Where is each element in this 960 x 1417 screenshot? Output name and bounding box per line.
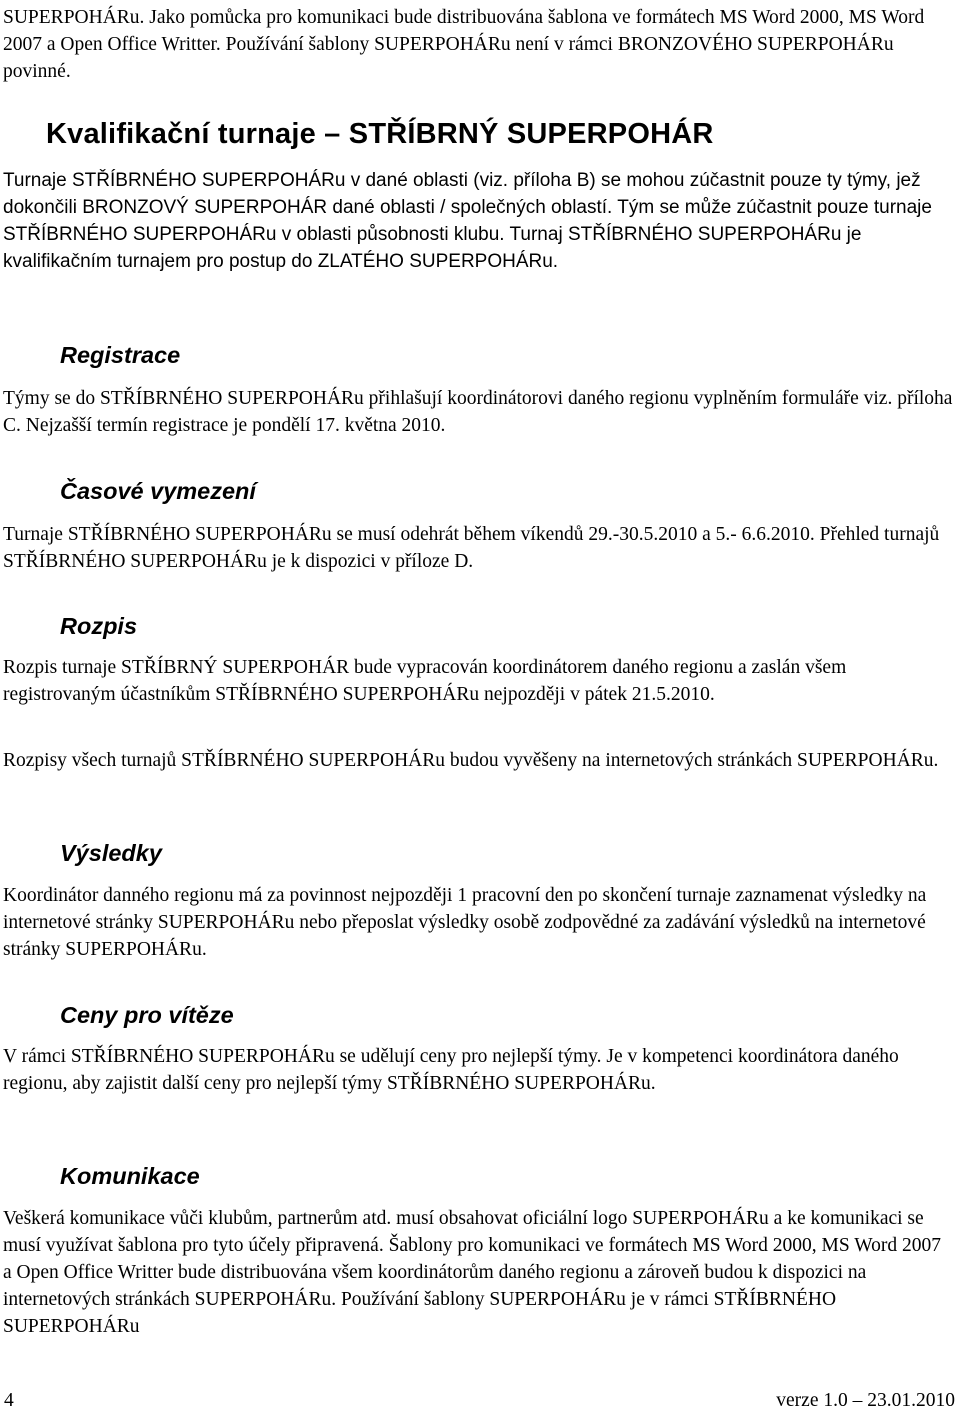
heading-rozpis: Rozpis xyxy=(60,613,138,639)
paragraph-rozpis-1: Rozpis turnaje STŘÍBRNÝ SUPERPOHÁR bude vypracován koordinátorem daného regionu a zaslán všem registrovaným účastníkům STŘÍBRNÉHO SUPERPOHÁRu nejpozději v pátek 21.5.2010. xyxy=(3,657,847,705)
heading-vysledky: Výsledky xyxy=(60,840,162,866)
paragraph-casove-vymezeni: Turnaje STŘÍBRNÉHO SUPERPOHÁRu se musí odehrát během víkendů 29.-30.5.2010 a 5.- 6.6.2010. Přehled turnajů STŘÍBRNÉHO SUPERPOHÁRu je k dispozici v příloze D. xyxy=(3,524,940,572)
paragraph-ceny-pro-viteze: V rámci STŘÍBRNÉHO SUPERPOHÁRu se udělují ceny pro nejlepší týmy. Je v kompetenci koordinátora daného regionu, aby zajistit další ceny pro nejlepší týmy STŘÍBRNÉHO SUPERPOHÁRu. xyxy=(3,1046,899,1094)
heading-komunikace: Komunikace xyxy=(60,1163,200,1189)
section-body-kvalifikacni-turnaje: Turnaje STŘÍBRNÉHO SUPERPOHÁRu v dané oblasti (viz. příloha B) se mohou zúčastnit pouze ty týmy, jež dokončili BRONZOVÝ SUPERPOHÁR dané oblasti / společných oblastí. Tým se může zúčastnit pouze turnaje STŘÍBRNÉHO SUPERPOHÁRu v oblasti působnosti klubu. Turnaj STŘÍBRNÉHO SUPERPOHÁRu je kvalifikačním turnajem pro postup do ZLATÉHO SUPERPOHÁRu. xyxy=(3,170,932,272)
intro-paragraph: SUPERPOHÁRu. Jako pomůcka pro komunikaci bude distribuována šablona ve formátech MS Word 2000, MS Word 2007 a Open Office Writter. Používání šablony SUPERPOHÁRu není v rámci BRONZOVÉHO SUPERPOHÁRu povinné. xyxy=(3,7,925,82)
heading-registrace: Registrace xyxy=(60,342,181,368)
paragraph-komunikace: Veškerá komunikace vůči klubům, partnerům atd. musí obsahovat oficiální logo SUPERPOHÁRu a ke komunikaci se musí využívat šablona pro tyto účely připravená. Šablony pro komunikaci ve formátech MS Word 2000, MS Word 2007 a Open Office Writter bude distribuována všem koordinátorům daného regionu a zároveň budou k dispozici na internetových stránkách SUPERPOHÁRu. Používání šablony SUPERPOHÁRu je v rámci STŘÍBRNÉHO SUPERPOHÁRu xyxy=(3,1208,941,1337)
paragraph-registrace: Týmy se do STŘÍBRNÉHO SUPERPOHÁRu přihlašují koordinátorovi daného regionu vyplněním formuláře viz. příloha C. Nejzašší termín registrace je pondělí 17. května 2010. xyxy=(3,388,953,436)
section-title-kvalifikacni-turnaje: Kvalifikační turnaje – STŘÍBRNÝ SUPERPOHÁR xyxy=(46,118,714,150)
paragraph-vysledky: Koordinátor danného regionu má za povinnost nejpozději 1 pracovní den po skončení turnaje zaznamenat výsledky na internetové stránky SUPERPOHÁRu nebo přeposlat výsledky osobě zodpovědné za zadávání výsledků na internetové stránky SUPERPOHÁRu. xyxy=(3,885,927,960)
heading-ceny-pro-viteze: Ceny pro vítěze xyxy=(60,1002,234,1028)
page-number: 4 xyxy=(4,1390,14,1411)
version-stamp: verze 1.0 – 23.01.2010 xyxy=(776,1390,955,1411)
heading-casove-vymezeni: Časové vymezení xyxy=(60,478,256,504)
paragraph-rozpis-2: Rozpisy všech turnajů STŘÍBRNÉHO SUPERPOHÁRu budou vyvěšeny na internetových stránkách SUPERPOHÁRu. xyxy=(3,750,939,771)
